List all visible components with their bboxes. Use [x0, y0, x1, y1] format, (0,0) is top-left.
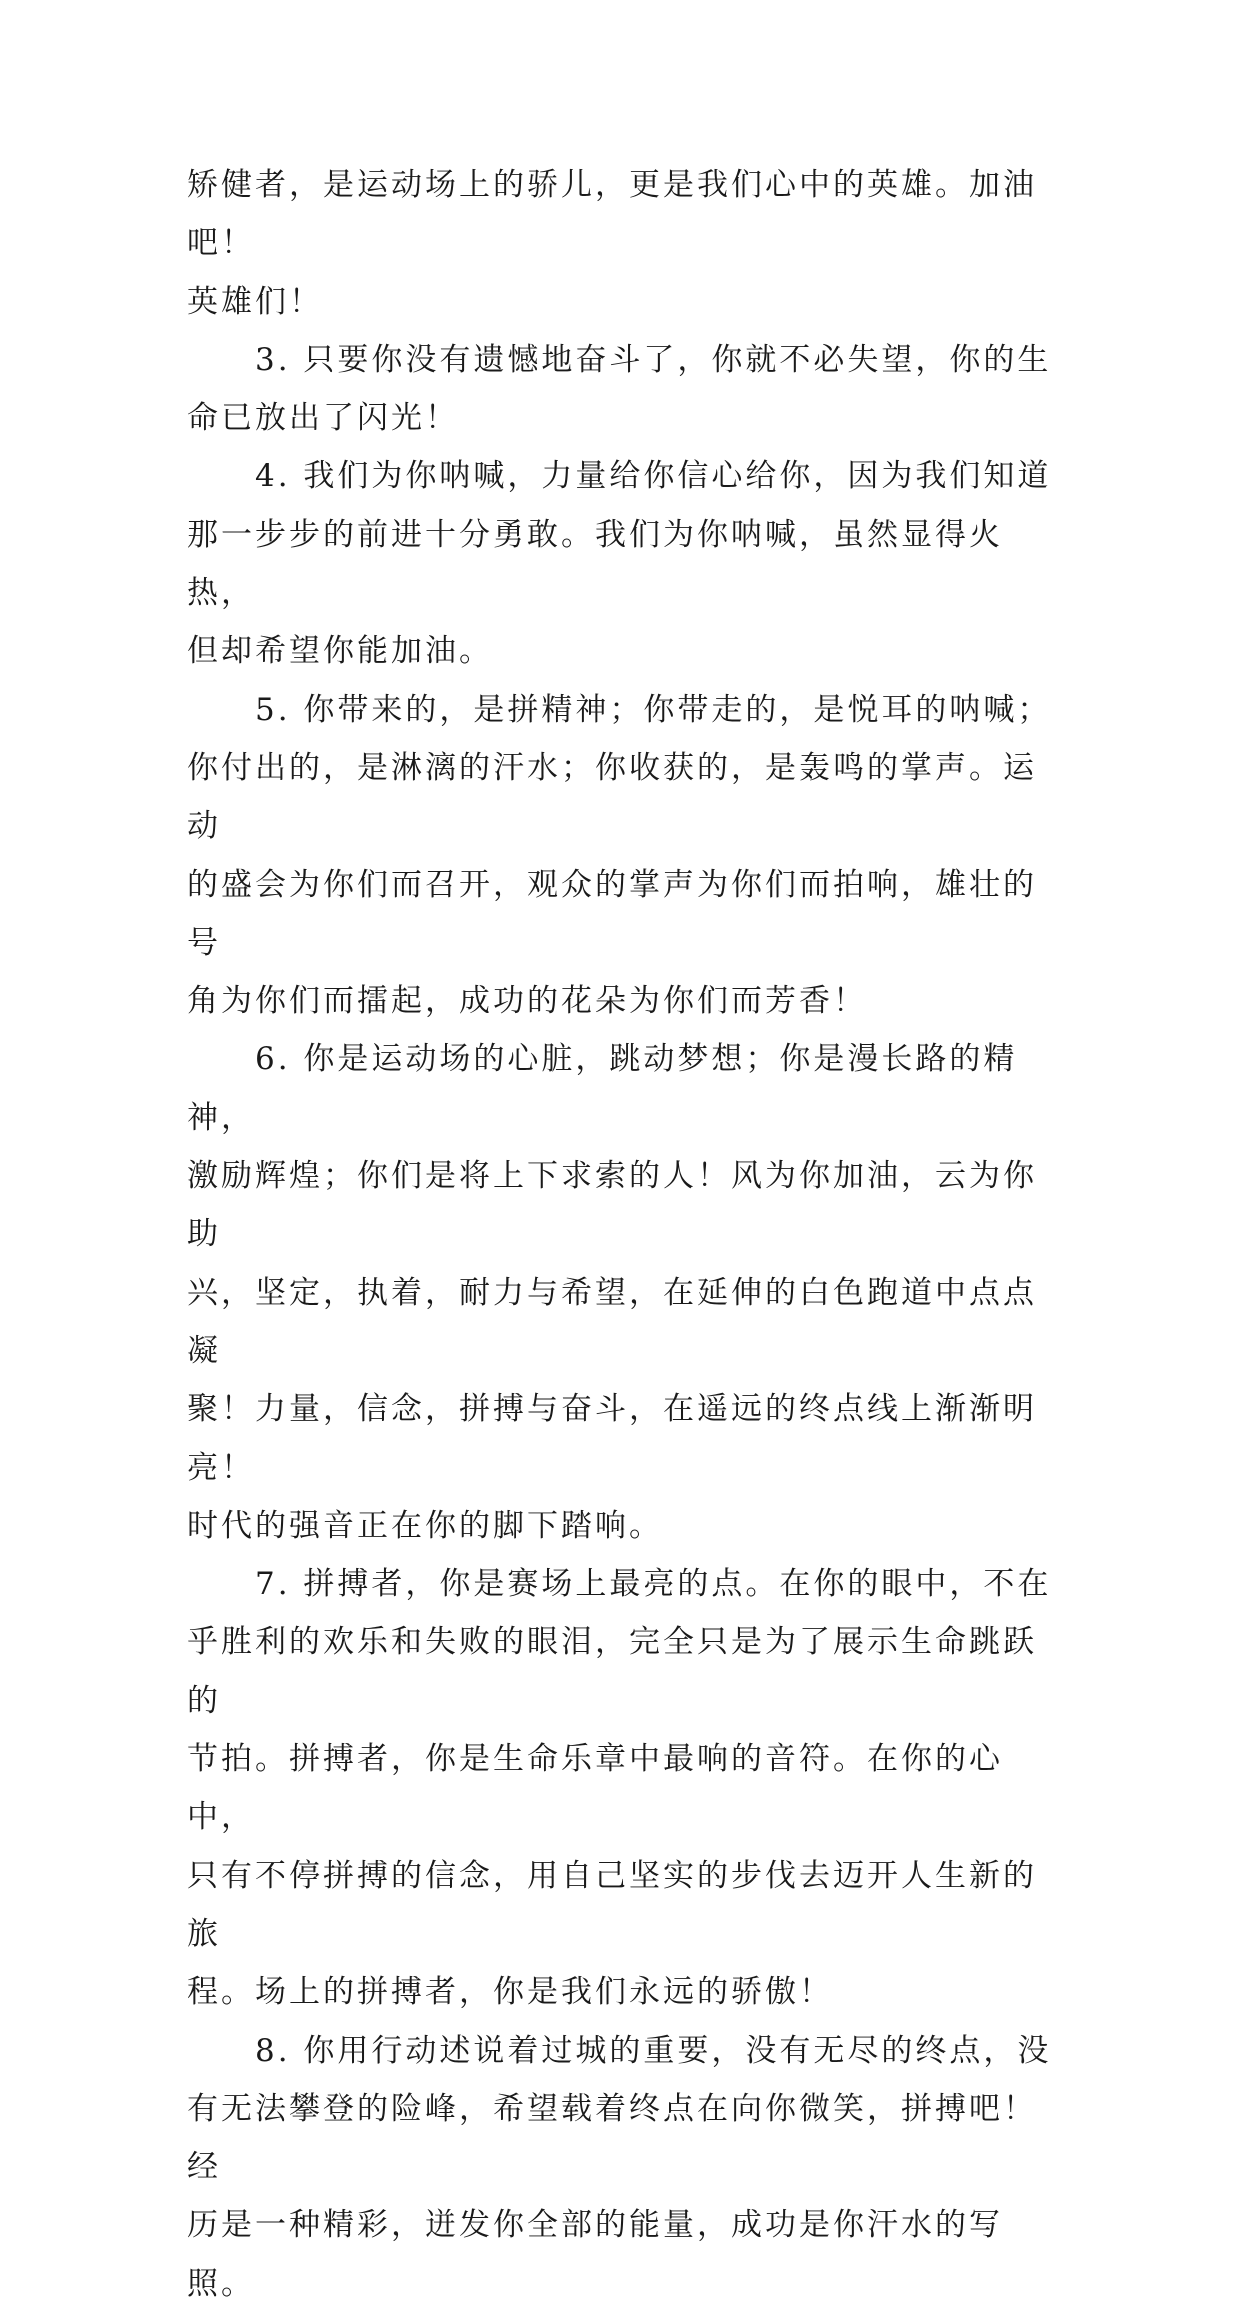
paragraph-item-7: 7. 拼搏者，你是赛场上最亮的点。在你的眼中，不在 乎胜利的欢乐和失败的眼泪，完全只是为了展示生命跳跃的 节拍。拼搏者，你是生命乐章中最响的音符。在你的心中， 只有不停拼搏的信念，用自己坚实的步伐去迈开人生新的旅 程。场上的拼搏者，你是我们永远的骄傲！	[187, 1566, 1052, 2011]
paragraph-item-8: 8. 你用行动述说着过城的重要，没有无尽的终点，没 有无法攀登的险峰，希望载着终点在向你微笑，拼搏吧！经 历是一种精彩，迸发你全部的能量，成功是你汗水的写照。	[187, 2032, 1052, 2302]
paragraph-item-5: 5. 你带来的，是拼精神；你带走的，是悦耳的呐喊； 你付出的，是淋漓的汗水；你收获的，是轰鸣的掌声。运动 的盛会为你们而召开，观众的掌声为你们而拍响，雄壮的号 角为你们而擂起，成功的花朵为你们而芳香！	[187, 691, 1052, 1020]
paragraph-continuation: 矫健者，是运动场上的骄儿，更是我们心中的英雄。加油吧！ 英雄们！	[187, 167, 1037, 320]
paragraph-item-3: 3. 只要你没有遗憾地奋斗了，你就不必失望，你的生 命已放出了闪光！	[187, 341, 1052, 437]
document-body	[187, 156, 1067, 2313]
paragraph-item-4: 4. 我们为你呐喊，力量给你信心给你，因为我们知道 那一步步的前进十分勇敢。我们为你呐喊，虽然显得火热， 但却希望你能加油。	[187, 458, 1052, 670]
paragraph-item-6: 6. 你是运动场的心脏，跳动梦想；你是漫长路的精神， 激励辉煌；你们是将上下求索的人！风为你加油，云为你助 兴，坚定，执着，耐力与希望，在延伸的白色跑道中点点凝 聚！力量，信念，拼搏与奋斗，在遥远的终点线上渐渐明亮！ 时代的强音正在你的脚下踏响。	[187, 1041, 1037, 1544]
